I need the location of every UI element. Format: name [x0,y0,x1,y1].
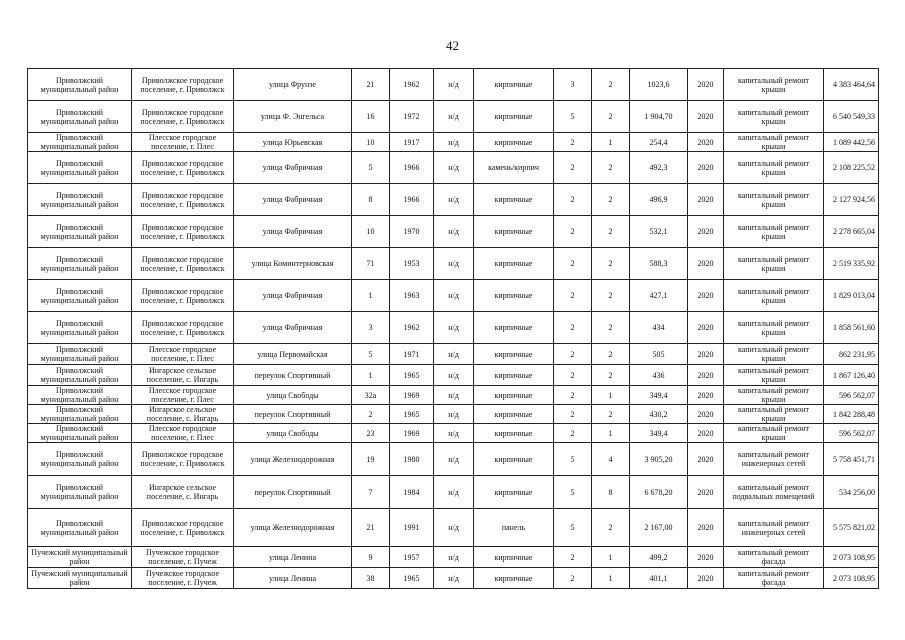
settlement-cell: Приволжское городское поселение, г. Приволжск [132,443,234,476]
plan-year-cell: 2020 [688,133,724,152]
house-number-cell: 23 [352,424,390,443]
extra-cell: н/д [434,405,474,424]
street-cell: переулок Спортивный [234,365,352,386]
extra-cell: н/д [434,312,474,344]
house-number-cell: 8 [352,184,390,216]
year-built-cell: 1966 [390,184,434,216]
house-number-cell: 5 [352,344,390,365]
table-row [28,568,879,589]
floors-cell: 2 [554,133,592,152]
house-number-cell: 38 [352,568,390,589]
wall-material-cell: кирпичные [474,133,554,152]
floors-cell: 5 [554,476,592,509]
plan-year-cell: 2020 [688,568,724,589]
year-built-cell: 1971 [390,344,434,365]
table-row [28,344,879,365]
floors-cell: 2 [554,405,592,424]
area-cell: 492,3 [630,152,688,184]
street-cell: улица Ленина [234,547,352,568]
cost-cell: 1 089 442,56 [824,133,879,152]
wall-material-cell: кирпичные [474,101,554,133]
work-type-cell: капитальный ремонт крыши [724,133,824,152]
work-type-cell: капитальный ремонт инженерных сетей [724,443,824,476]
plan-year-cell: 2020 [688,69,724,101]
table-row [28,476,879,509]
cost-cell: 2 073 108,95 [824,568,879,589]
plan-year-cell: 2020 [688,386,724,405]
cost-cell: 1 829 013,04 [824,280,879,312]
cost-cell: 534 256,00 [824,476,879,509]
year-built-cell: 1917 [390,133,434,152]
house-number-cell: 16 [352,101,390,133]
settlement-cell: Приволжское городское поселение, г. Приволжск [132,248,234,280]
cost-cell: 1 858 561,60 [824,312,879,344]
house-number-cell: 32а [352,386,390,405]
street-cell: улица Железнодорожная [234,443,352,476]
district-cell: Приволжский муниципальный район [28,101,132,133]
house-number-cell: 5 [352,152,390,184]
work-type-cell: капитальный ремонт крыши [724,386,824,405]
entrances-cell: 2 [592,280,630,312]
settlement-cell: Приволжское городское поселение, г. Приволжск [132,101,234,133]
table-row [28,216,879,248]
table-row [28,133,879,152]
area-cell: 499,2 [630,547,688,568]
settlement-cell: Приволжское городское поселение, г. Приволжск [132,69,234,101]
area-cell: 3 905,20 [630,443,688,476]
area-cell: 588,3 [630,248,688,280]
year-built-cell: 1957 [390,547,434,568]
wall-material-cell: кирпичные [474,405,554,424]
repair-registry-table [27,68,879,589]
area-cell: 505 [630,344,688,365]
district-cell: Приволжский муниципальный район [28,248,132,280]
district-cell: Приволжский муниципальный район [28,509,132,547]
cost-cell: 5 758 451,71 [824,443,879,476]
year-built-cell: 1963 [390,280,434,312]
cost-cell: 596 562,07 [824,424,879,443]
work-type-cell: капитальный ремонт крыши [724,405,824,424]
street-cell: улица Фабричная [234,184,352,216]
floors-cell: 2 [554,386,592,405]
street-cell: улица Ф. Энгельса [234,101,352,133]
entrances-cell: 1 [592,386,630,405]
area-cell: 2 167,00 [630,509,688,547]
year-built-cell: 1970 [390,216,434,248]
table-row [28,101,879,133]
cost-cell: 2 278 665,04 [824,216,879,248]
settlement-cell: Ингарское сельское поселение, с. Ингарь [132,476,234,509]
plan-year-cell: 2020 [688,216,724,248]
table-row [28,69,879,101]
settlement-cell: Плесское городское поселение, г. Плес [132,386,234,405]
district-cell: Приволжский муниципальный район [28,476,132,509]
extra-cell: н/д [434,344,474,365]
table-row [28,509,879,547]
work-type-cell: капитальный ремонт крыши [724,280,824,312]
district-cell: Приволжский муниципальный район [28,69,132,101]
wall-material-cell: кирпичные [474,365,554,386]
area-cell: 1023,6 [630,69,688,101]
house-number-cell: 7 [352,476,390,509]
house-number-cell: 21 [352,509,390,547]
extra-cell: н/д [434,476,474,509]
area-cell: 434 [630,312,688,344]
table-row [28,386,879,405]
plan-year-cell: 2020 [688,184,724,216]
year-built-cell: 1969 [390,386,434,405]
street-cell: переулок Спортивный [234,476,352,509]
plan-year-cell: 2020 [688,312,724,344]
floors-cell: 2 [554,547,592,568]
settlement-cell: Ингарское сельское поселение, с. Ингарь [132,365,234,386]
district-cell: Пучежский муниципальный район [28,547,132,568]
settlement-cell: Плесское городское поселение, г. Плес [132,344,234,365]
floors-cell: 2 [554,312,592,344]
table-row [28,443,879,476]
year-built-cell: 1969 [390,424,434,443]
work-type-cell: капитальный ремонт фасада [724,547,824,568]
table-row [28,152,879,184]
plan-year-cell: 2020 [688,424,724,443]
table-row [28,312,879,344]
street-cell: улица Первомайская [234,344,352,365]
entrances-cell: 1 [592,133,630,152]
table-row [28,184,879,216]
table-row [28,405,879,424]
year-built-cell: 1962 [390,312,434,344]
work-type-cell: капитальный ремонт инженерных сетей [724,509,824,547]
entrances-cell: 1 [592,568,630,589]
floors-cell: 2 [554,568,592,589]
wall-material-cell: кирпичные [474,312,554,344]
extra-cell: н/д [434,547,474,568]
cost-cell: 4 383 464,64 [824,69,879,101]
district-cell: Приволжский муниципальный район [28,443,132,476]
house-number-cell: 1 [352,280,390,312]
entrances-cell: 2 [592,101,630,133]
area-cell: 436 [630,365,688,386]
district-cell: Приволжский муниципальный район [28,365,132,386]
table-row [28,424,879,443]
extra-cell: н/д [434,248,474,280]
wall-material-cell: кирпичные [474,424,554,443]
year-built-cell: 1962 [390,69,434,101]
year-built-cell: 1953 [390,248,434,280]
wall-material-cell: кирпичные [474,184,554,216]
floors-cell: 2 [554,424,592,443]
floors-cell: 5 [554,443,592,476]
year-built-cell: 1966 [390,152,434,184]
work-type-cell: капитальный ремонт крыши [724,216,824,248]
wall-material-cell: кирпичные [474,344,554,365]
work-type-cell: капитальный ремонт крыши [724,184,824,216]
entrances-cell: 2 [592,405,630,424]
district-cell: Приволжский муниципальный район [28,386,132,405]
street-cell: улица Фабричная [234,216,352,248]
settlement-cell: Ингарское сельское поселение, с. Ингарь [132,405,234,424]
entrances-cell: 2 [592,344,630,365]
extra-cell: н/д [434,386,474,405]
area-cell: 349,4 [630,424,688,443]
wall-material-cell: кирпичные [474,69,554,101]
plan-year-cell: 2020 [688,248,724,280]
cost-cell: 2 127 924,56 [824,184,879,216]
wall-material-cell: камень/кирпич [474,152,554,184]
entrances-cell: 4 [592,443,630,476]
street-cell: улица Ленина [234,568,352,589]
settlement-cell: Плесское городское поселение, г. Плес [132,133,234,152]
work-type-cell: капитальный ремонт крыши [724,101,824,133]
house-number-cell: 9 [352,547,390,568]
table-row [28,248,879,280]
settlement-cell: Плесское городское поселение, г. Плес [132,424,234,443]
district-cell: Приволжский муниципальный район [28,312,132,344]
house-number-cell: 10 [352,133,390,152]
street-cell: улица Железнодорожная [234,509,352,547]
work-type-cell: капитальный ремонт фасада [724,568,824,589]
floors-cell: 2 [554,365,592,386]
street-cell: улица Фабричная [234,280,352,312]
floors-cell: 2 [554,248,592,280]
area-cell: 254,4 [630,133,688,152]
plan-year-cell: 2020 [688,405,724,424]
plan-year-cell: 2020 [688,280,724,312]
wall-material-cell: панель [474,509,554,547]
year-built-cell: 1984 [390,476,434,509]
work-type-cell: капитальный ремонт подвальных помещений [724,476,824,509]
floors-cell: 2 [554,216,592,248]
street-cell: улица Юрьевская [234,133,352,152]
cost-cell: 1 867 126,40 [824,365,879,386]
settlement-cell: Приволжское городское поселение, г. Приволжск [132,216,234,248]
settlement-cell: Пучежское городское поселение, г. Пучеж [132,547,234,568]
wall-material-cell: кирпичные [474,476,554,509]
house-number-cell: 21 [352,69,390,101]
street-cell: улица Свободы [234,424,352,443]
area-cell: 1 904,70 [630,101,688,133]
plan-year-cell: 2020 [688,547,724,568]
cost-cell: 5 575 821,02 [824,509,879,547]
work-type-cell: капитальный ремонт крыши [724,424,824,443]
street-cell: улица Фабричная [234,312,352,344]
plan-year-cell: 2020 [688,101,724,133]
street-cell: улица Свободы [234,386,352,405]
entrances-cell: 2 [592,152,630,184]
cost-cell: 1 842 288,48 [824,405,879,424]
extra-cell: н/д [434,568,474,589]
floors-cell: 2 [554,152,592,184]
wall-material-cell: кирпичные [474,386,554,405]
house-number-cell: 1 [352,365,390,386]
area-cell: 401,1 [630,568,688,589]
district-cell: Приволжский муниципальный район [28,280,132,312]
district-cell: Приволжский муниципальный район [28,133,132,152]
extra-cell: н/д [434,509,474,547]
page-number: 42 [446,38,459,53]
street-cell: улица Коминтерновская [234,248,352,280]
entrances-cell: 1 [592,547,630,568]
extra-cell: н/д [434,424,474,443]
floors-cell: 5 [554,101,592,133]
floors-cell: 2 [554,280,592,312]
street-cell: переулок Спортивный [234,405,352,424]
house-number-cell: 2 [352,405,390,424]
settlement-cell: Приволжское городское поселение, г. Приволжск [132,152,234,184]
settlement-cell: Пучежское городское поселение, г. Пучеж [132,568,234,589]
year-built-cell: 1980 [390,443,434,476]
cost-cell: 2 073 108,95 [824,547,879,568]
cost-cell: 862 231,95 [824,344,879,365]
district-cell: Приволжский муниципальный район [28,405,132,424]
work-type-cell: капитальный ремонт крыши [724,69,824,101]
entrances-cell: 2 [592,69,630,101]
cost-cell: 6 540 549,33 [824,101,879,133]
street-cell: улица Фрунзе [234,69,352,101]
settlement-cell: Приволжское городское поселение, г. Приволжск [132,509,234,547]
year-built-cell: 1991 [390,509,434,547]
year-built-cell: 1965 [390,365,434,386]
plan-year-cell: 2020 [688,509,724,547]
plan-year-cell: 2020 [688,365,724,386]
plan-year-cell: 2020 [688,152,724,184]
floors-cell: 2 [554,344,592,365]
house-number-cell: 3 [352,312,390,344]
plan-year-cell: 2020 [688,443,724,476]
floors-cell: 3 [554,69,592,101]
entrances-cell: 2 [592,509,630,547]
table-row [28,280,879,312]
house-number-cell: 10 [352,216,390,248]
cost-cell: 2 108 225,52 [824,152,879,184]
area-cell: 430,2 [630,405,688,424]
district-cell: Приволжский муниципальный район [28,424,132,443]
plan-year-cell: 2020 [688,476,724,509]
settlement-cell: Приволжское городское поселение, г. Приволжск [132,184,234,216]
extra-cell: н/д [434,133,474,152]
year-built-cell: 1965 [390,405,434,424]
extra-cell: н/д [434,280,474,312]
area-cell: 349,4 [630,386,688,405]
work-type-cell: капитальный ремонт крыши [724,152,824,184]
year-built-cell: 1965 [390,568,434,589]
work-type-cell: капитальный ремонт крыши [724,365,824,386]
entrances-cell: 2 [592,216,630,248]
settlement-cell: Приволжское городское поселение, г. Приволжск [132,312,234,344]
settlement-cell: Приволжское городское поселение, г. Приволжск [132,280,234,312]
cost-cell: 596 562,07 [824,386,879,405]
entrances-cell: 2 [592,312,630,344]
entrances-cell: 8 [592,476,630,509]
extra-cell: н/д [434,443,474,476]
district-cell: Пучежский муниципальный район [28,568,132,589]
district-cell: Приволжский муниципальный район [28,184,132,216]
area-cell: 496,9 [630,184,688,216]
wall-material-cell: кирпичные [474,568,554,589]
wall-material-cell: кирпичные [474,248,554,280]
district-cell: Приволжский муниципальный район [28,152,132,184]
house-number-cell: 19 [352,443,390,476]
table-row [28,365,879,386]
entrances-cell: 2 [592,365,630,386]
floors-cell: 5 [554,509,592,547]
extra-cell: н/д [434,216,474,248]
district-cell: Приволжский муниципальный район [28,344,132,365]
work-type-cell: капитальный ремонт крыши [724,248,824,280]
area-cell: 532,1 [630,216,688,248]
entrances-cell: 1 [592,424,630,443]
house-number-cell: 71 [352,248,390,280]
extra-cell: н/д [434,69,474,101]
wall-material-cell: кирпичные [474,547,554,568]
table-row [28,547,879,568]
extra-cell: н/д [434,184,474,216]
year-built-cell: 1972 [390,101,434,133]
wall-material-cell: кирпичные [474,443,554,476]
cost-cell: 2 519 335,92 [824,248,879,280]
wall-material-cell: кирпичные [474,216,554,248]
entrances-cell: 2 [592,184,630,216]
area-cell: 427,1 [630,280,688,312]
district-cell: Приволжский муниципальный район [28,216,132,248]
extra-cell: н/д [434,365,474,386]
extra-cell: н/д [434,101,474,133]
work-type-cell: капитальный ремонт крыши [724,344,824,365]
entrances-cell: 2 [592,248,630,280]
extra-cell: н/д [434,152,474,184]
area-cell: 6 678,20 [630,476,688,509]
wall-material-cell: кирпичные [474,280,554,312]
work-type-cell: капитальный ремонт крыши [724,312,824,344]
floors-cell: 2 [554,184,592,216]
plan-year-cell: 2020 [688,344,724,365]
street-cell: улица Фабричная [234,152,352,184]
